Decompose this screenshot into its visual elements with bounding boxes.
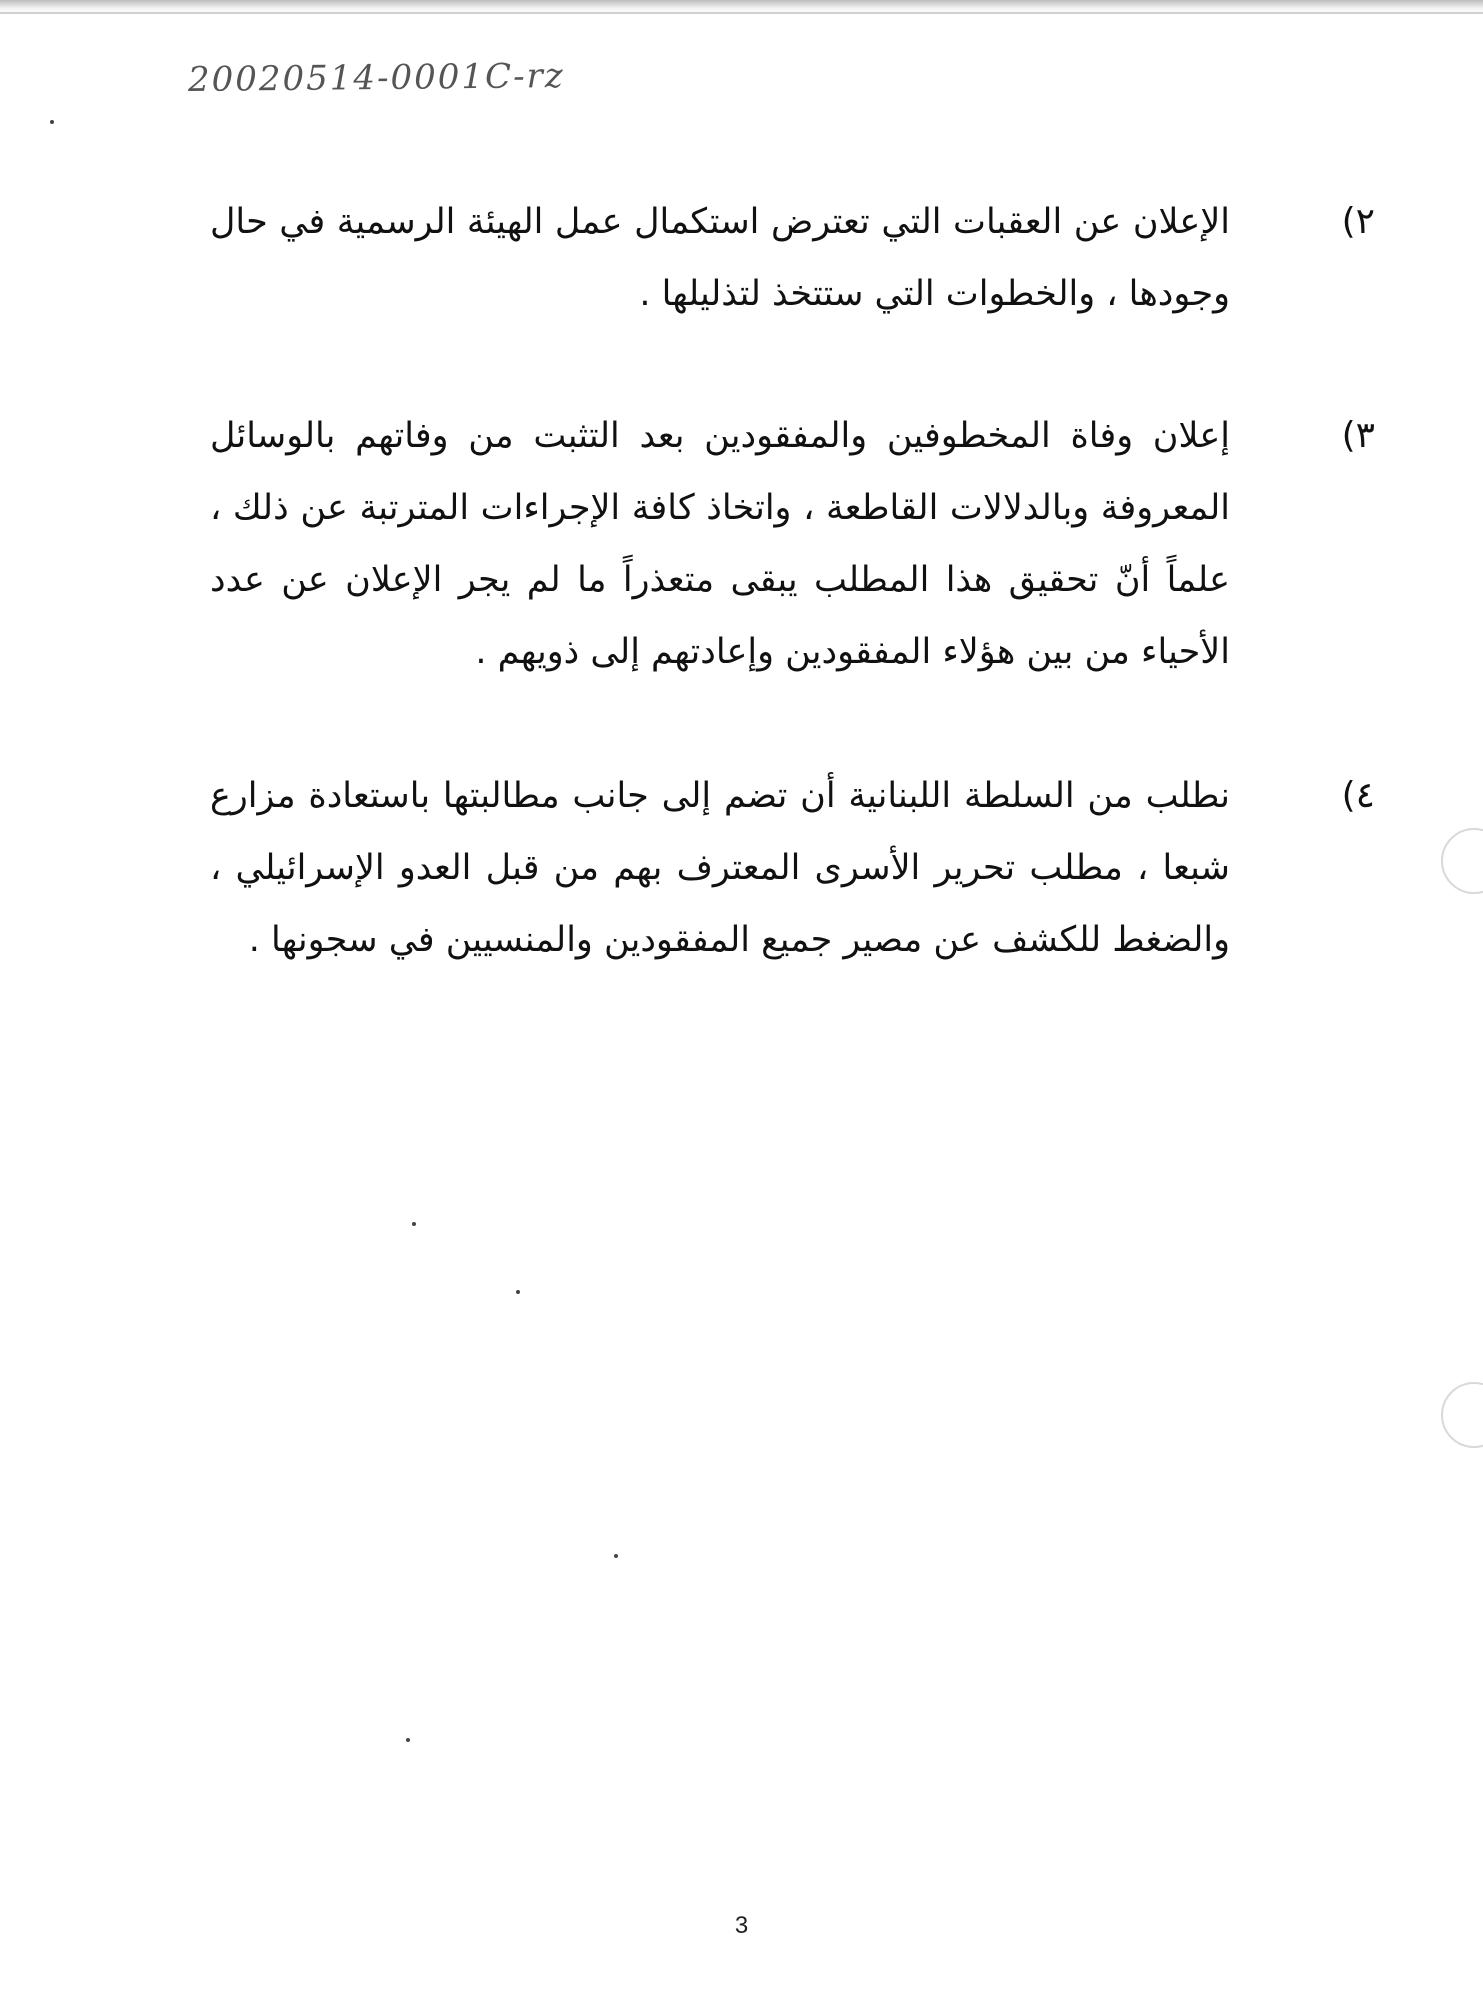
list-item-2 <box>210 186 1375 330</box>
scan-speck <box>614 1554 618 1558</box>
scan-speck <box>516 1290 520 1294</box>
scan-speck <box>412 1222 416 1226</box>
punch-hole <box>1441 1382 1483 1448</box>
scan-border-line <box>0 12 1483 14</box>
item-text: الإعلان عن العقبات التي تعترض استكمال عمل الهيئة الرسمية في حال وجودها ، والخطوات التي ستتخذ لتذليلها . <box>210 202 1230 314</box>
list-item-4 <box>210 760 1375 976</box>
item-text: إعلان وفاة المخطوفين والمفقودين بعد التثبت من وفاتهم بالوسائل المعروفة وبالدلالات القاطعة ، واتخاذ كافة الإجراءات المترتبة عن ذلك ، علماً أنّ تحقيق هذا المطلب يبقى متعذراً ما لم يجر الإعلان عن عدد الأحياء من بين هؤلاء المفقودين وإعادتهم إلى ذويهم . <box>210 416 1230 672</box>
list-item-3 <box>210 400 1375 688</box>
item-text: نطلب من السلطة اللبنانية أن تضم إلى جانب مطالبتها باستعادة مزارع شبعا ، مطلب تحرير الأسرى المعترف بهم من قبل العدو الإسرائيلي ، والضغط للكشف عن مصير جميع المفقودين والمنسيين في سجونها . <box>210 776 1230 960</box>
item-number: ٣) <box>1341 415 1375 456</box>
punch-hole <box>1441 828 1483 894</box>
handwritten-reference-code: 20020514-0001C-rz <box>187 56 565 100</box>
scan-speck <box>406 1738 410 1742</box>
item-number: ٤) <box>1341 775 1375 816</box>
page-number: 3 <box>734 1912 749 1939</box>
scan-speck <box>50 120 54 124</box>
item-number: ٢) <box>1341 201 1375 242</box>
